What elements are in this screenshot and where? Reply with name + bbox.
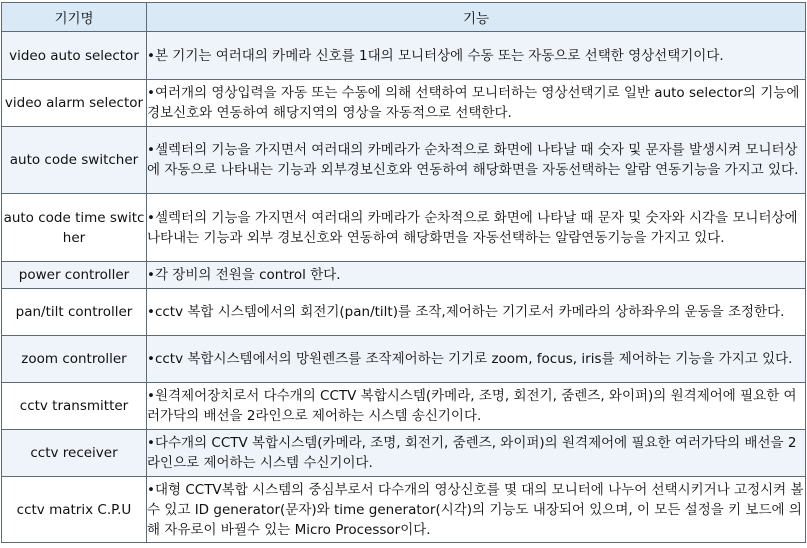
- header-device: 기기명: [2, 3, 147, 32]
- table-row: [2, 32, 806, 80]
- device-name-cell: auto code switcher: [2, 127, 147, 194]
- table-row: [2, 262, 806, 289]
- device-description-cell: •셀렉터의 기능을 가지면서 여러대의 카메라가 순차적으로 화면에 나타날 때 문자 및 숫자와 시각을 모니터상에 나타내는 기능과 외부 경보신호와 연동하여 해당화면을 자동선택하는 알람연동기능을 가지고 있다.: [147, 194, 806, 262]
- header-function: 기능: [147, 3, 806, 32]
- device-name-cell: cctv receiver: [2, 430, 147, 477]
- device-name-cell: video auto selector: [2, 32, 147, 80]
- device-description-cell: •cctv 복합 시스템에서의 회전기(pan/tilt)를 조작,제어하는 기기로서 카메라의 상하좌우의 운동을 조정한다.: [147, 289, 806, 336]
- table-row: [2, 194, 806, 262]
- device-description-cell: •셀렉터의 기능을 가지면서 여러대의 카메라가 순차적으로 화면에 나타날 때 숫자 및 문자를 발생시켜 모니터상에 자동으로 나타내는 기능과 외부경보신호와 연동하여 해당화면을 자동선택하는 알람 연동기능을 가지고 있다.: [147, 127, 806, 194]
- device-name-cell: pan/tilt controller: [2, 289, 147, 336]
- device-description-cell: •원격제어장치로서 다수개의 CCTV 복합시스템(카메라, 조명, 회전기, 줌렌즈, 와이퍼)의 원격제어에 필요한 여러가닥의 배선을 2라인으로 제어하는 시스템 송신기이다.: [147, 383, 806, 430]
- table-row: [2, 477, 806, 543]
- device-function-table: [1, 2, 806, 543]
- table-row: [2, 289, 806, 336]
- header-row: [2, 3, 806, 32]
- device-description-cell: •cctv 복합시스템에서의 망원렌즈를 조작제어하는 기기로 zoom, focus, iris를 제어하는 기능을 가지고 있다.: [147, 336, 806, 383]
- device-name-cell: cctv transmitter: [2, 383, 147, 430]
- device-name-cell: auto code time switcher: [2, 194, 147, 262]
- table-row: [2, 127, 806, 194]
- device-description-cell: •각 장비의 전원을 control 한다.: [147, 262, 806, 289]
- device-name-cell: cctv matrix C.P.U: [2, 477, 147, 543]
- table-row: [2, 430, 806, 477]
- table-row: [2, 383, 806, 430]
- device-description-cell: •대형 CCTV복합 시스템의 중심부로서 다수개의 영상신호를 몇 대의 모니터에 나누어 선택시키거나 고정시켜 볼 수 있고 ID generator(문자)와 time generator(시각)의 기능도 내장되어 있으며, 이 모든 설정을 키 보드에 의해 자유로이 바뀔수 있는 Micro Processor이다.: [147, 477, 806, 543]
- device-name-cell: power controller: [2, 262, 147, 289]
- table-row: [2, 80, 806, 127]
- table-row: [2, 336, 806, 383]
- device-description-cell: •여러개의 영상입력을 자동 또는 수동에 의해 선택하여 모니터하는 영상선택기로 일반 auto selector의 기능에 경보신호와 연동하여 해당지역의 영상을 자동적으로 선택한다.: [147, 80, 806, 127]
- device-name-cell: zoom controller: [2, 336, 147, 383]
- device-description-cell: •다수개의 CCTV 복합시스템(카메라, 조명, 회전기, 줌렌즈, 와이퍼)의 원격제어에 필요한 여러가닥의 배선을 2라인으로 제어하는 시스템 수신기이다.: [147, 430, 806, 477]
- device-description-cell: •본 기기는 여러대의 카메라 신호를 1대의 모니터상에 수동 또는 자동으로 선택한 영상선택기이다.: [147, 32, 806, 80]
- device-name-cell: video alarm selector: [2, 80, 147, 127]
